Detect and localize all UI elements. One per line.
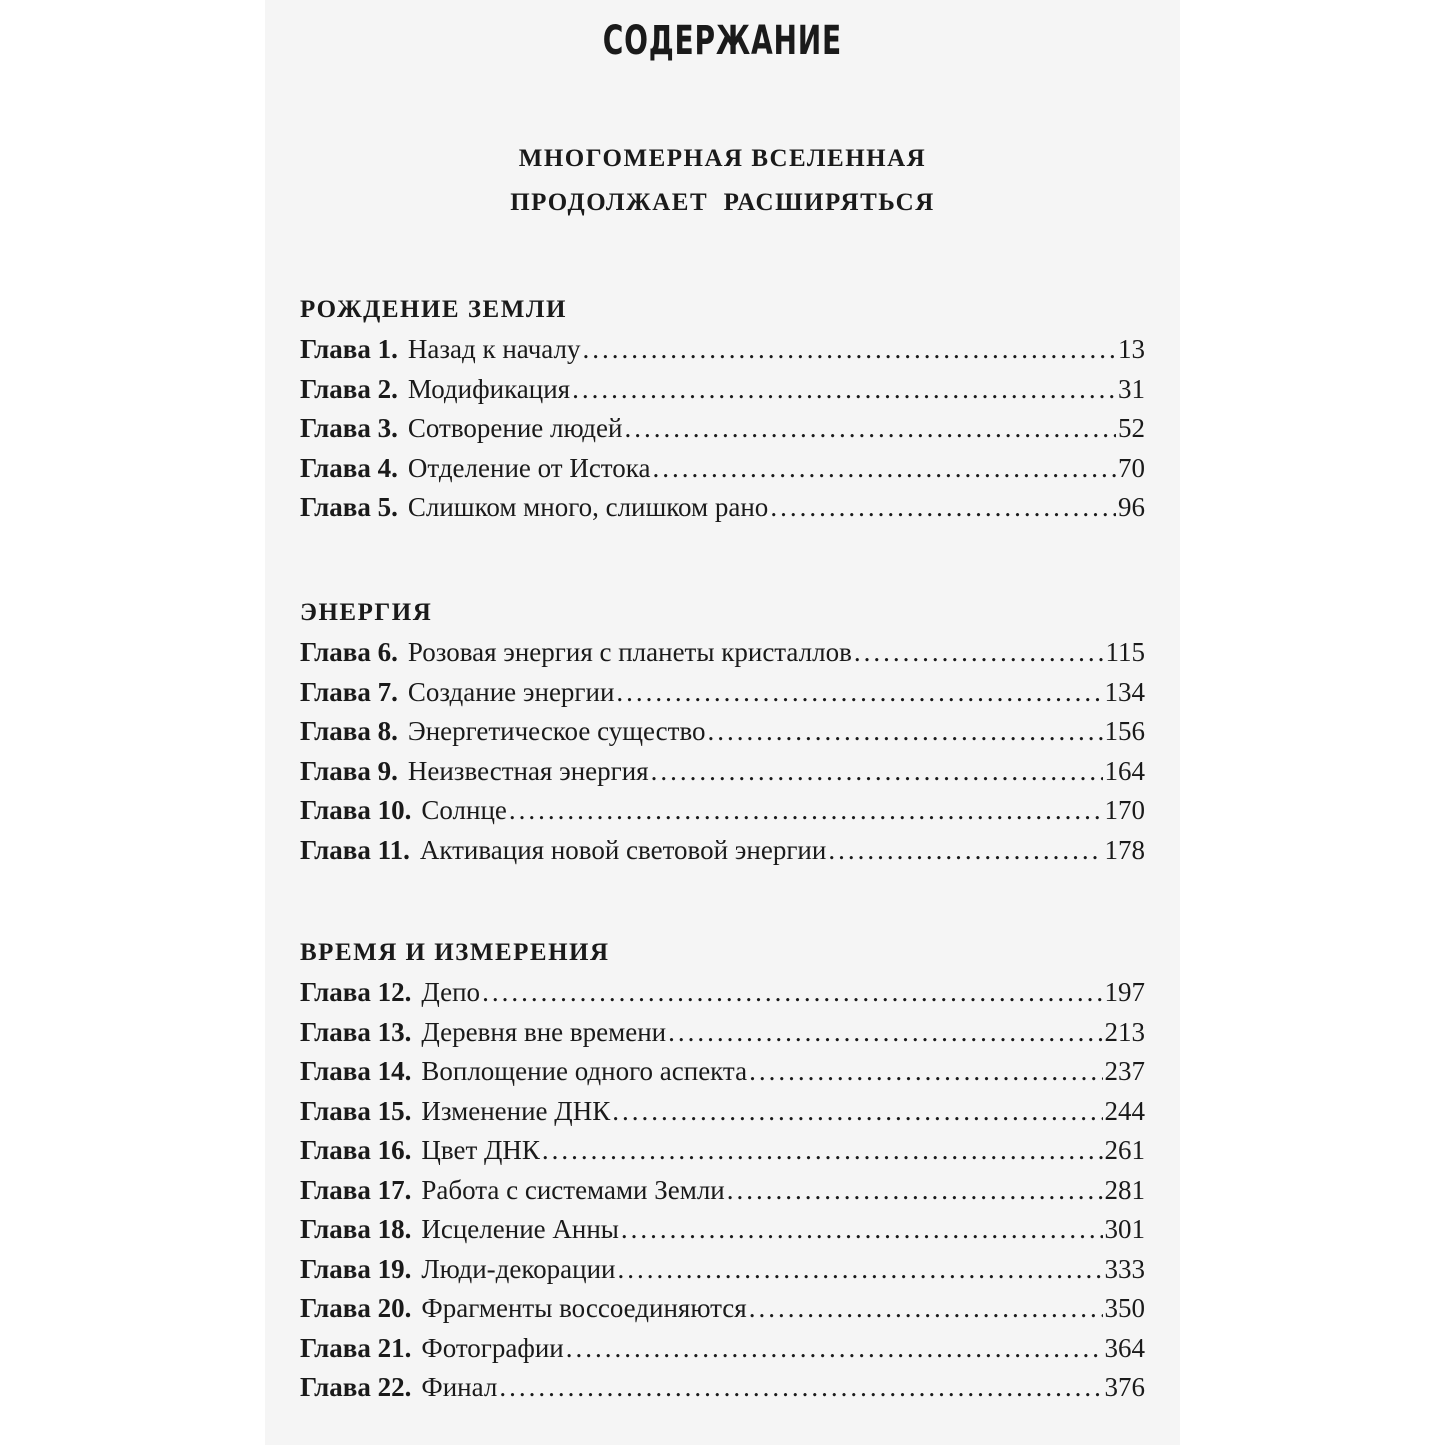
toc-entry[interactable] (300, 1092, 1145, 1132)
page-number: 281 (1104, 1174, 1145, 1205)
page-number: 96 (1118, 492, 1145, 522)
chapter-title: Модификация (407, 373, 571, 404)
chapter-label: Глава 10. (300, 795, 412, 825)
page-number: 197 (1104, 977, 1145, 1007)
page-number: 178 (1104, 834, 1145, 865)
dot-leader (566, 1329, 1103, 1369)
chapter-title: Фотографии (421, 1332, 564, 1363)
dot-leader (624, 409, 1116, 449)
page-number: 70 (1118, 452, 1145, 483)
page-number: 52 (1118, 413, 1145, 443)
chapter-label: Глава 4. (300, 452, 398, 483)
dot-leader (612, 1092, 1102, 1132)
book-title-line-2: ПРОДОЛЖАЕТ РАСШИРЯТЬСЯ (510, 189, 935, 216)
dot-leader (708, 712, 1103, 752)
dot-leader (509, 791, 1103, 831)
chapter-label: Глава 15. (300, 1095, 412, 1126)
toc-heading: СОДЕРЖАНИЕ (602, 18, 843, 64)
dot-leader (583, 330, 1117, 370)
chapter-title: Активация новой световой энергии (419, 834, 827, 865)
toc-entry[interactable] (300, 449, 1145, 489)
chapter-label: Глава 14. (300, 1056, 412, 1086)
toc-entry[interactable] (300, 1013, 1145, 1053)
chapter-label: Глава 13. (300, 1016, 412, 1047)
page-number: 301 (1104, 1214, 1145, 1244)
toc-entry[interactable] (300, 1131, 1145, 1171)
book-title-line-1: МНОГОМЕРНАЯ ВСЕЛЕННАЯ (518, 145, 927, 172)
chapter-title: Неизвестная энергия (407, 755, 649, 786)
page-number: 261 (1104, 1135, 1145, 1165)
chapter-title: Финал (421, 1372, 498, 1402)
chapter-title: Работа с системами Земли (421, 1174, 725, 1205)
page-number: 364 (1104, 1332, 1145, 1363)
chapter-title: Изменение ДНК (421, 1095, 611, 1126)
dot-leader (668, 1013, 1102, 1053)
page-number: 156 (1104, 716, 1145, 746)
dot-leader (770, 488, 1116, 528)
chapter-title: Энергетическое существо (407, 716, 706, 746)
book-page (265, 0, 1180, 1445)
chapter-label: Глава 12. (300, 977, 412, 1007)
page-number: 134 (1104, 676, 1145, 707)
chapter-label: Глава 21. (300, 1332, 412, 1363)
toc-entry[interactable] (300, 1329, 1145, 1369)
chapter-label: Глава 8. (300, 716, 398, 746)
toc-entry[interactable] (300, 791, 1145, 831)
toc-entry[interactable] (300, 370, 1145, 410)
page-number: 13 (1118, 334, 1145, 364)
chapter-title: Сотворение людей (407, 413, 623, 443)
chapter-title: Люди-декорации (421, 1253, 616, 1284)
chapter-label: Глава 18. (300, 1214, 412, 1244)
page-number: 244 (1104, 1095, 1145, 1126)
dot-leader (542, 1131, 1103, 1171)
chapter-label: Глава 1. (300, 334, 398, 364)
toc-entry[interactable] (300, 633, 1145, 673)
page-number: 31 (1118, 373, 1145, 404)
chapter-label: Глава 5. (300, 492, 398, 522)
chapter-label: Глава 19. (300, 1253, 412, 1284)
page-number: 376 (1104, 1372, 1145, 1402)
chapter-title: Воплощение одного аспекта (421, 1056, 748, 1086)
dot-leader (828, 831, 1102, 871)
chapter-title: Слишком много, слишком рано (407, 492, 769, 522)
dot-leader (749, 1289, 1103, 1329)
chapter-title: Солнце (421, 795, 507, 825)
chapter-label: Глава 16. (300, 1135, 412, 1165)
chapter-label: Глава 9. (300, 755, 398, 786)
chapter-title: Создание энергии (407, 676, 615, 707)
dot-leader (617, 1250, 1102, 1290)
page-number: 170 (1104, 795, 1145, 825)
page-number: 164 (1104, 755, 1145, 786)
dot-leader (651, 752, 1103, 792)
dot-leader (499, 1368, 1102, 1408)
toc-section-time-and-dimensions (300, 933, 1145, 1408)
chapter-label: Глава 2. (300, 373, 398, 404)
toc-entry[interactable] (300, 973, 1145, 1013)
toc-entry[interactable] (300, 1052, 1145, 1092)
chapter-label: Глава 6. (300, 637, 398, 667)
dot-leader (572, 370, 1116, 410)
toc-entry[interactable] (300, 488, 1145, 528)
page-number: 213 (1104, 1016, 1145, 1047)
chapter-title: Назад к началу (407, 334, 581, 364)
toc-section-birth-of-earth (300, 290, 1145, 528)
page-number: 350 (1104, 1293, 1145, 1323)
chapter-title: Деревня вне времени (421, 1016, 667, 1047)
chapter-title: Отделение от Истока (407, 452, 651, 483)
dot-leader (854, 633, 1104, 673)
section-title: РОЖДЕНИЕ ЗЕМЛИ (300, 296, 567, 323)
page-number: 333 (1104, 1253, 1145, 1284)
toc-entry[interactable] (300, 712, 1145, 752)
book-title (265, 137, 1180, 225)
toc-entry[interactable] (300, 673, 1145, 713)
chapter-label: Глава 3. (300, 413, 398, 443)
chapter-title: Исцеление Анны (421, 1214, 619, 1244)
toc-entry[interactable] (300, 409, 1145, 449)
dot-leader (727, 1171, 1103, 1211)
chapter-label: Глава 17. (300, 1174, 412, 1205)
toc-entry[interactable] (300, 1289, 1145, 1329)
toc-section-energy (300, 593, 1145, 870)
dot-leader (652, 449, 1116, 489)
chapter-label: Глава 11. (300, 834, 410, 865)
chapter-title: Розовая энергия с планеты кристаллов (407, 637, 852, 667)
toc-entry[interactable] (300, 1368, 1145, 1408)
dot-leader (482, 973, 1102, 1013)
toc-entry[interactable] (300, 1250, 1145, 1290)
section-title: ВРЕМЯ И ИЗМЕРЕНИЯ (300, 939, 610, 966)
dot-leader (749, 1052, 1102, 1092)
toc-entry[interactable] (300, 1171, 1145, 1211)
page-number: 115 (1105, 637, 1145, 667)
chapter-label: Глава 7. (300, 676, 398, 707)
toc-entry[interactable] (300, 330, 1145, 370)
chapter-label: Глава 20. (300, 1293, 412, 1323)
chapter-title: Фрагменты воссоединяются (421, 1293, 747, 1323)
chapter-title: Цвет ДНК (421, 1135, 540, 1165)
toc-entry[interactable] (300, 1210, 1145, 1250)
toc-entry[interactable] (300, 831, 1145, 871)
chapter-title: Депо (421, 977, 481, 1007)
section-title: ЭНЕРГИЯ (300, 599, 433, 626)
dot-leader (621, 1210, 1103, 1250)
toc-entry[interactable] (300, 752, 1145, 792)
chapter-label: Глава 22. (300, 1372, 412, 1402)
page-number: 237 (1104, 1056, 1145, 1086)
dot-leader (616, 673, 1102, 713)
